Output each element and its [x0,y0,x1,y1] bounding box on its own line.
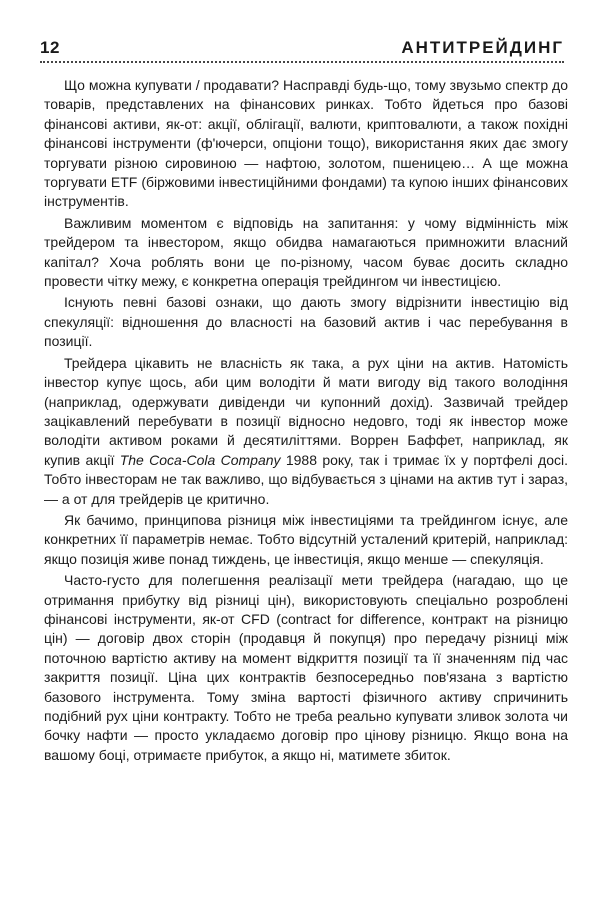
paragraph-4-part-2: 1988 року, так і тримає їх у портфелі досі. Тобто інвесторам не так важливо, що відбувається з цінами на актив тут і зараз, — а от для трейдерів це критично. [44,451,568,507]
paragraph-2: Важливим моментом є відповідь на запитання: у чому відмінність між трейдером та інвестором, якщо обидва намагаються примножити власний капітал? Хоча роблять вони це по-різному, часом буває досить складно провести чітку межу, є конкретна операція трейдингом чи інвестицією. [44,214,568,290]
running-title: АНТИТРЕЙДИНГ [401,38,564,57]
company-name-italic: The Coca-Cola Company [119,451,281,468]
page-header [40,28,564,58]
body-text [44,76,568,765]
paragraph-1: Що можна купувати / продавати? Насправді будь-що, тому звузьмо спектр до товарів, представлених на фінансових ринках. Тобто йдеться про базові фінансові активи, як-от: акції, облігації, валюти, криптовалюти, а також похідні фінансові інструменти (ф'ючерси, опціони тощо), використання яких дає змогу торгувати різною сировиною — нафтою, золотом, пшеницею… А ще можна торгувати ETF (біржовими інвестиційними фондами) та купою інших фінансових інструментів. [44,77,568,210]
paragraph-3: Існують певні базові ознаки, що дають змогу відрізнити інвестицію від спекуляції: відношення до власності на базовий актив і час перебування в позиції. [44,294,568,350]
paragraph-5: Як бачимо, принципова різниця між інвестиціями та трейдингом існує, але конкретних її параметрів немає. Тобто відсутній усталений критерій, наприклад: якщо позиція живе понад тиждень, це інвестиція, якщо менше — спекуляція. [44,511,568,567]
header-dotted-rule [40,61,564,63]
paragraph-4-part-1: Трейдера цікавить не власність як така, а рух ціни на актив. Натомість інвестор купує щось, аби цим володіти й мати вигоду від такого володіння (наприклад, одержувати дивіденди чи купонний дохід). Зазвичай трейдер зацікавлений перебувати в позиції відносно недовго, тоді як інвестор може володіти активом роками й десятиліттями. Воррен Баффет, наприклад, як купив акції [44,354,568,468]
paragraph-6: Часто-густо для полегшення реалізації мети трейдера (нагадаю, що це отримання прибутку від різниці цін), використовують спеціально розроблені фінансові інструменти, як-от CFD (contract for difference, контракт на різницю цін) — договір двох сторін (продавця й покупця) про передачу різниці між поточною вартістю активу на момент відкриття позиції та її значенням під час закриття позиції. Ціна цих контрактів безпосередньо пов'язана з вартістю базового інструмента. Тому зміна вартості фізичного активу спричинить подібний рух ціни контракту. Тобто не треба реально купувати зливок золота чи бочку нафти — просто укладаємо договір про цінову різницю. Якщо вона на вашому боці, отримаєте прибуток, а якщо ні, матимете збиток. [44,572,568,763]
page-number: 12 [40,38,60,57]
paragraph-4 [44,354,568,509]
